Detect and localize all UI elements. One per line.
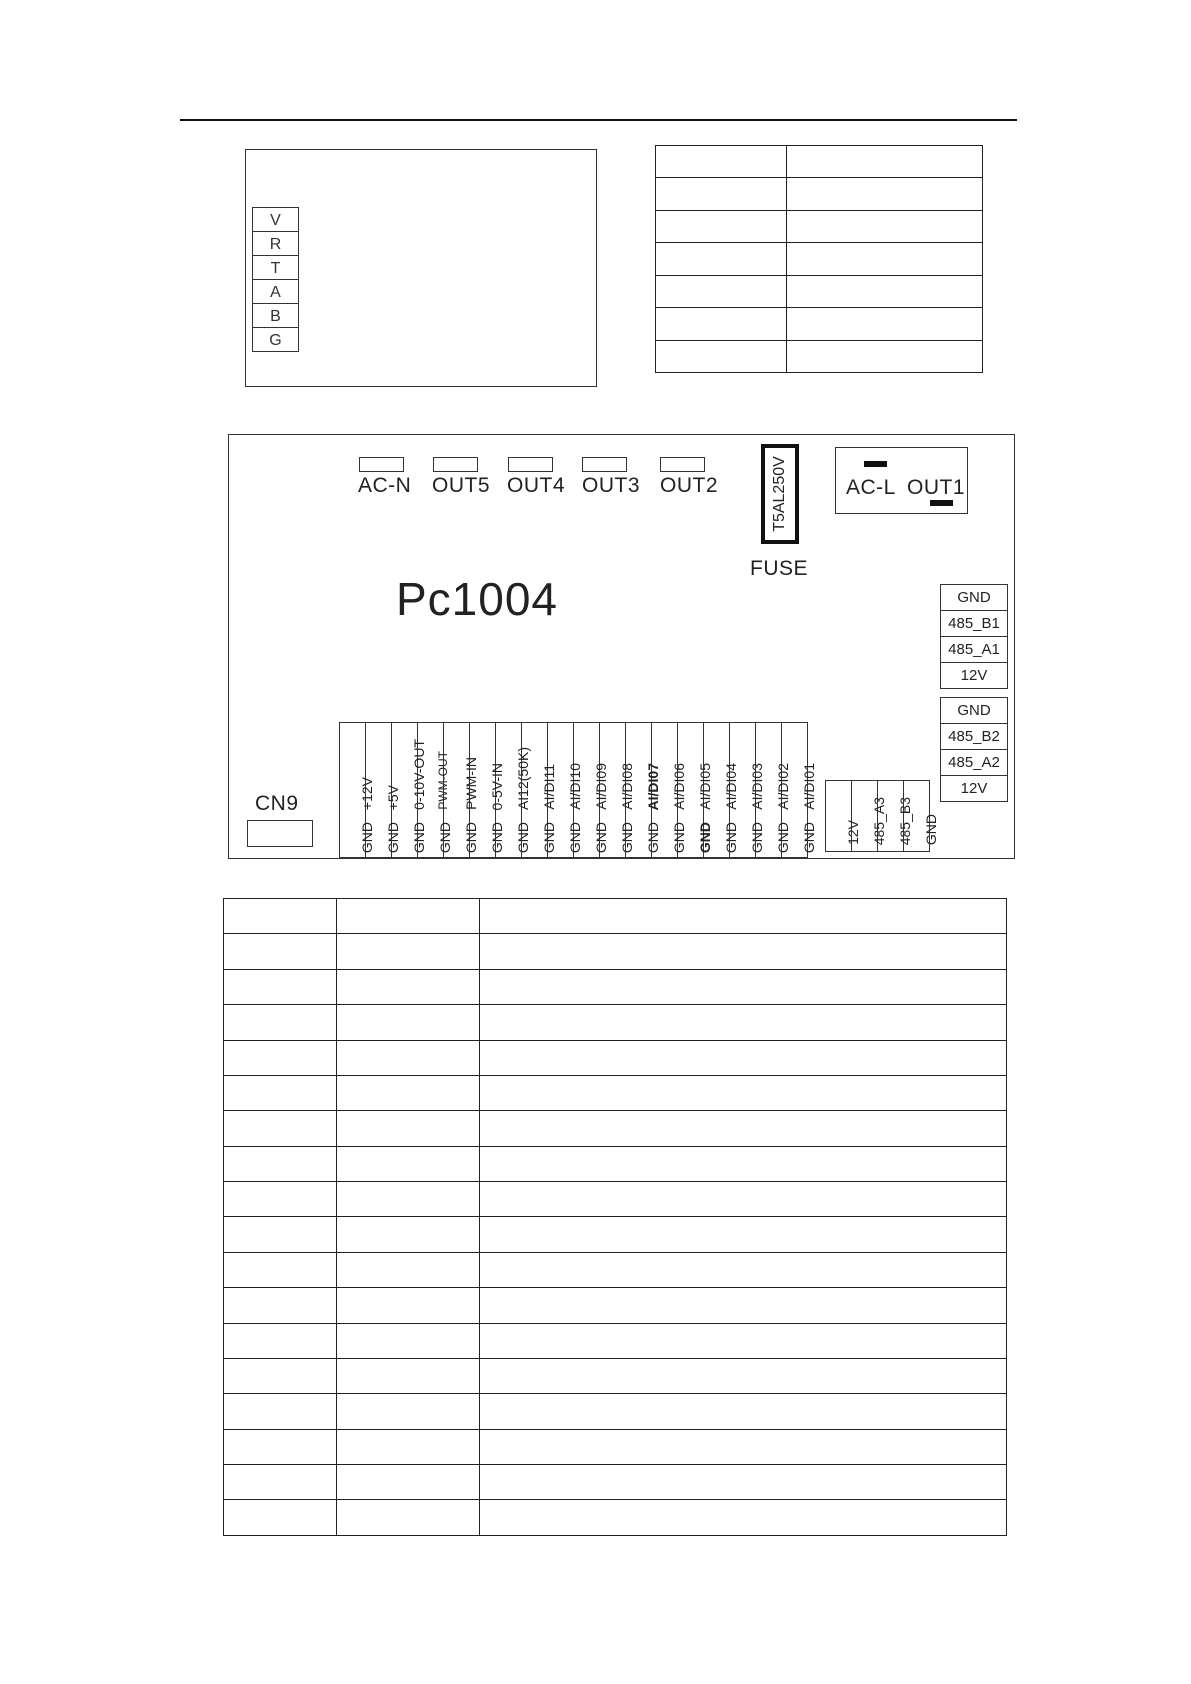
terminal-label-out5: OUT5	[432, 474, 491, 497]
ac-l-label: AC-L	[846, 476, 896, 499]
pin-label: GND	[941, 698, 1007, 724]
pin-label: AI/DI02	[774, 763, 791, 810]
pin-label: GND	[922, 813, 939, 845]
cn9-label: CN9	[255, 792, 299, 815]
gnd-label: GND	[514, 821, 531, 853]
table-row	[224, 1111, 1007, 1146]
table-row	[224, 969, 1007, 1004]
gnd-label: GND	[462, 821, 479, 853]
table-row	[656, 340, 983, 372]
table-row	[656, 275, 983, 307]
table-row	[224, 1146, 1007, 1181]
pin-label: AI/DI10	[566, 763, 583, 810]
pin-label: AI12(50K)	[514, 746, 531, 810]
io-terminal-strip	[339, 722, 817, 858]
gnd-label: GND	[696, 821, 713, 853]
table-row	[224, 1182, 1007, 1217]
terminal-column	[418, 723, 453, 857]
gnd-label: GND	[384, 821, 401, 853]
table-row	[224, 1323, 1007, 1358]
terminal-pad	[433, 457, 478, 472]
pin-label: +5V	[384, 784, 401, 810]
pin-label: R	[253, 232, 298, 256]
table-row	[224, 1288, 1007, 1323]
table-row	[224, 1358, 1007, 1393]
pin-label: 12V	[844, 820, 861, 845]
pin-label: GND	[941, 585, 1007, 611]
pin-label: 485_B2	[941, 724, 1007, 750]
terminal-label-out4: OUT4	[507, 474, 566, 497]
terminal-pad	[582, 457, 627, 472]
pin-label: PWM-OUT	[435, 751, 450, 810]
gnd-label: GND	[436, 821, 453, 853]
terminal-column	[470, 723, 505, 857]
terminal-column	[496, 723, 531, 857]
fuse-rating: T5AL250V	[771, 456, 788, 532]
terminal-marker	[864, 461, 887, 467]
rs485-block-1	[940, 584, 1008, 689]
out1-label: OUT1	[907, 476, 966, 499]
terminal-column	[366, 723, 401, 857]
terminal-column	[652, 723, 687, 857]
header-rule	[180, 119, 1017, 121]
gnd-label: GND	[592, 821, 609, 853]
table-row	[224, 934, 1007, 969]
pin-description-table	[223, 898, 1007, 1536]
table-row	[656, 146, 983, 178]
vrtabg-connector	[252, 207, 299, 352]
terminal-column	[444, 723, 479, 857]
gnd-label: GND	[566, 821, 583, 853]
pin-label: AI/DI11	[540, 764, 557, 810]
terminal-column	[704, 723, 739, 857]
board-model-title: Pc1004	[396, 573, 559, 625]
pin-label: 485_A3	[870, 796, 887, 845]
pin-label: 485_A2	[941, 750, 1007, 776]
fuse-label: FUSE	[750, 557, 809, 580]
terminal-pad	[660, 457, 705, 472]
terminal-marker	[930, 500, 953, 506]
pin-label: 485_A1	[941, 637, 1007, 663]
pin-label: AI/DI07	[644, 762, 661, 810]
terminal-column	[340, 723, 375, 857]
pin-label: 12V	[960, 667, 988, 684]
terminal-label-out3: OUT3	[582, 474, 641, 497]
pin-label: AI/DI06	[670, 763, 687, 810]
pin-table-top	[655, 145, 983, 373]
terminal-label-out2: OUT2	[660, 474, 719, 497]
gnd-label: GND	[670, 821, 687, 853]
table-row	[656, 210, 983, 242]
pin-label: AI/DI05	[696, 763, 713, 810]
fuse	[761, 444, 799, 544]
gnd-label: GND	[540, 821, 557, 853]
pin-label: 485_B1	[941, 611, 1007, 637]
gnd-label: GND	[618, 821, 635, 853]
gnd-label: GND	[644, 821, 661, 853]
table-row	[224, 1465, 1007, 1500]
table-row	[224, 1217, 1007, 1252]
table-row	[224, 1252, 1007, 1287]
pin-label: AI/DI09	[592, 763, 609, 810]
terminal-column	[782, 723, 817, 857]
pin-label: G	[269, 332, 282, 349]
terminal-column	[392, 723, 427, 857]
terminal-column	[574, 723, 609, 857]
pin-label: 12V	[960, 780, 988, 797]
terminal-column	[548, 723, 583, 857]
pin-label: 485_B3	[896, 796, 913, 845]
pin-label: 0-5V-IN	[488, 762, 505, 810]
table-row	[224, 1394, 1007, 1429]
pin-label: T	[253, 256, 298, 280]
terminal-column	[678, 723, 713, 857]
table-row	[656, 243, 983, 275]
pin-label: V	[253, 208, 298, 232]
gnd-label: GND	[800, 821, 817, 853]
pin-label: AI/DI03	[748, 763, 765, 810]
terminal-column	[522, 723, 557, 857]
gnd-label: GND	[722, 821, 739, 853]
pin-label: AI/DI01	[800, 763, 817, 810]
terminal-label-ac-n: AC-N	[358, 474, 412, 497]
terminal-column	[600, 723, 635, 857]
rs485-block-3	[825, 780, 939, 852]
pin-label: A	[253, 280, 298, 304]
gnd-label: GND	[774, 821, 791, 853]
pin-label: AI/DI04	[722, 763, 739, 810]
terminal-pad	[359, 457, 404, 472]
terminal-column	[730, 723, 765, 857]
table-row	[224, 1005, 1007, 1040]
terminal-column	[626, 723, 661, 857]
rs485-block-2	[940, 697, 1008, 802]
table-row	[224, 1500, 1007, 1536]
table-row	[656, 178, 983, 210]
pin-label: +12V	[358, 776, 375, 810]
table-row	[224, 1040, 1007, 1075]
terminal-column	[756, 723, 791, 857]
gnd-label: GND	[748, 821, 765, 853]
gnd-label: GND	[358, 821, 375, 853]
pin-label: AI/DI08	[618, 763, 635, 810]
table-row	[224, 1075, 1007, 1110]
cn9-connector	[247, 820, 313, 847]
pin-label: 0-10V-OUT	[410, 739, 427, 810]
terminal-pad	[508, 457, 553, 472]
pin-label: PWM-IN	[462, 757, 479, 810]
table-row	[656, 308, 983, 340]
table-row	[224, 899, 1007, 934]
gnd-label: GND	[488, 821, 505, 853]
pin-label: B	[253, 304, 298, 328]
table-row	[224, 1429, 1007, 1464]
gnd-label: GND	[410, 821, 427, 853]
